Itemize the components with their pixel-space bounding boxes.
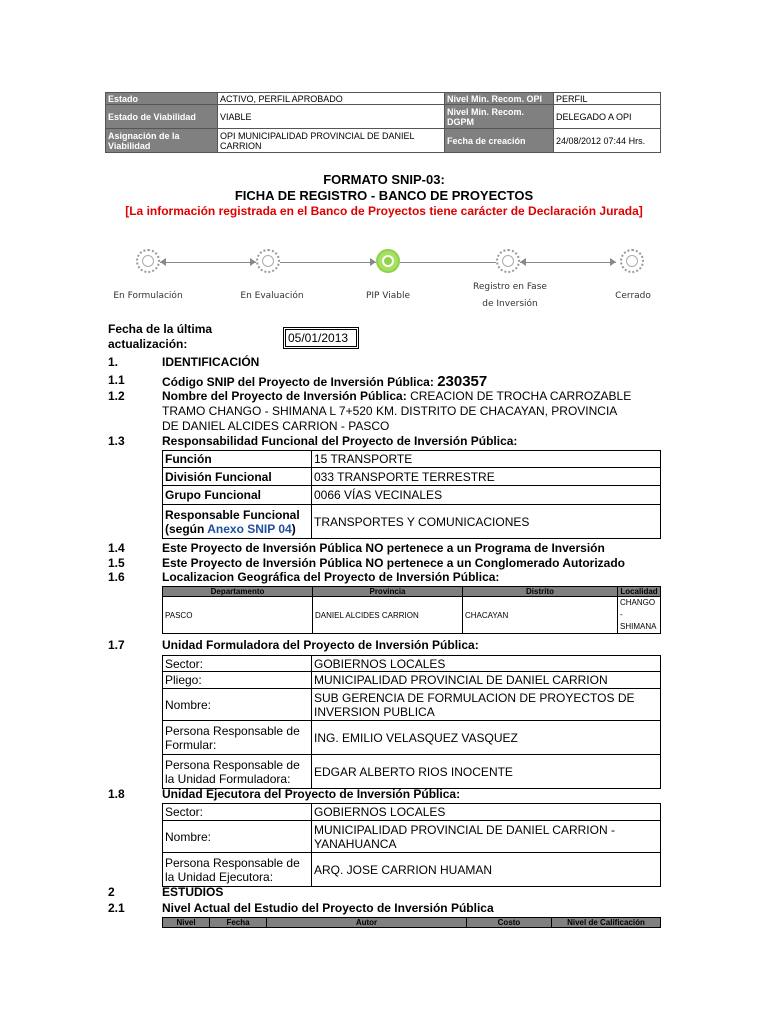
section-2-1-text: Nivel Actual del Estudio del Proyecto de Inversión Pública bbox=[162, 901, 494, 915]
section-1-3-num: 1.3 bbox=[108, 434, 125, 448]
loc-provincia: DANIEL ALCIDES CARRION bbox=[313, 597, 463, 634]
step-label-registro-l2: de Inversión bbox=[482, 299, 538, 309]
nivel-opi-value: PERFIL bbox=[554, 93, 661, 105]
section-1-1-num: 1.1 bbox=[108, 373, 125, 387]
loc-departamento: PASCO bbox=[163, 597, 313, 634]
form-title: FORMATO SNIP-03: bbox=[323, 172, 445, 187]
uf-pr-unidad-value: EDGAR ALBERTO RIOS INOCENTE bbox=[312, 755, 661, 789]
grupo-label: Grupo Funcional bbox=[163, 486, 312, 505]
uf-pr-formular-label: Persona Responsable de Formular: bbox=[163, 721, 312, 755]
ue-nombre-label: Nombre: bbox=[163, 821, 312, 853]
status-table bbox=[105, 92, 661, 153]
ue-pr-value: ARQ. JOSE CARRION HUAMAN bbox=[312, 853, 661, 887]
section-1-num: 1. bbox=[108, 355, 119, 369]
section-1-5-text: Este Proyecto de Inversión Pública NO pertenece a un Conglomerado Autorizado bbox=[162, 556, 625, 570]
ue-nombre-value: MUNICIPALIDAD PROVINCIAL DE DANIEL CARRION - YANAHUANCA bbox=[312, 821, 661, 853]
viabilidad-label: Estado de Viabilidad bbox=[106, 105, 218, 129]
arrow-left-icon bbox=[520, 258, 526, 266]
section-1-7-num: 1.7 bbox=[108, 638, 125, 652]
stepper-connector bbox=[160, 262, 256, 263]
section-2-num: 2 bbox=[108, 885, 115, 899]
fecha-creacion-value: 24/08/2012 07:44 Hrs. bbox=[554, 129, 661, 153]
section-1-2-num: 1.2 bbox=[108, 389, 125, 403]
update-label-l2: actualización: bbox=[108, 337, 188, 351]
estado-label: Estado bbox=[106, 93, 218, 105]
project-name-l1: CREACION DE TROCHA CARROZABLE bbox=[410, 389, 632, 403]
update-date-field: 05/01/2013 bbox=[285, 329, 357, 347]
section-1-1-text: Código SNIP del Proyecto de Inversión Pública: 230357 bbox=[162, 373, 488, 390]
section-1-2-text: Nombre del Proyecto de Inversión Pública: CREACION DE TROCHA CARROZABLE bbox=[162, 389, 632, 403]
step-label-formulacion: En Formulación bbox=[113, 291, 183, 301]
ue-sector-value: GOBIERNOS LOCALES bbox=[312, 804, 661, 821]
form-subtitle: FICHA DE REGISTRO - BANCO DE PROYECTOS bbox=[234, 188, 534, 203]
estudios-header-calificacion: Nivel de Calificación bbox=[552, 918, 661, 928]
loc-header-distrito: Distrito bbox=[463, 587, 618, 597]
uf-pliego-label: Pliego: bbox=[163, 672, 312, 689]
estudios-table bbox=[162, 917, 661, 928]
loc-localidad: CHANGO - SHIMANA bbox=[618, 597, 661, 634]
funcional-table bbox=[162, 450, 661, 539]
step-registro-inversion-icon bbox=[496, 249, 520, 273]
section-1-4-text: Este Proyecto de Inversión Pública NO pertenece a un Programa de Inversión bbox=[162, 541, 605, 555]
section-2-1-num: 2.1 bbox=[108, 901, 125, 915]
section-1-5-num: 1.5 bbox=[108, 556, 125, 570]
estudios-header-nivel: Nivel bbox=[163, 918, 210, 928]
grupo-value: 0066 VÍAS VECINALES bbox=[312, 486, 661, 505]
division-label: División Funcional bbox=[163, 468, 312, 486]
uf-pliego-value: MUNICIPALIDAD PROVINCIAL DE DANIEL CARRION bbox=[312, 672, 661, 689]
viabilidad-value: VIABLE bbox=[218, 105, 445, 129]
step-label-registro-l1: Registro en Fase bbox=[473, 282, 547, 292]
update-label-l1: Fecha de la última bbox=[108, 322, 213, 336]
nivel-opi-label: Nivel Min. Recom. OPI bbox=[445, 93, 554, 105]
unidad-ejecutora-table bbox=[162, 803, 661, 887]
arrow-right-icon bbox=[610, 258, 616, 266]
loc-header-localidad: Localidad bbox=[618, 587, 661, 597]
arrow-left-icon bbox=[160, 258, 166, 266]
uf-nombre-label: Nombre: bbox=[163, 689, 312, 721]
stepper-connector bbox=[280, 262, 376, 263]
loc-header-departamento: Departamento bbox=[163, 587, 313, 597]
project-name-l2: TRAMO CHANGO - SHIMANA L 7+520 KM. DISTRITO DE CHACAYAN, PROVINCIA bbox=[162, 404, 618, 418]
responsable-label: Responsable Funcional (según Anexo SNIP 04) bbox=[163, 505, 312, 539]
uf-nombre-value: SUB GERENCIA DE FORMULACION DE PROYECTOS DE INVERSION PUBLICA bbox=[312, 689, 661, 721]
asignacion-label: Asignación de la Viabilidad bbox=[106, 129, 218, 153]
step-evaluacion-icon bbox=[256, 249, 280, 273]
funcion-label: Función bbox=[163, 451, 312, 468]
section-1-title: IDENTIFICACIÓN bbox=[162, 355, 260, 369]
nivel-dgpm-label: Nivel Min. Recom. DGPM bbox=[445, 105, 554, 129]
stepper-connector bbox=[520, 262, 616, 263]
step-formulacion-icon bbox=[136, 249, 160, 273]
step-cerrado-icon bbox=[620, 249, 644, 273]
project-name-l3: DE DANIEL ALCIDES CARRION - PASCO bbox=[162, 419, 390, 433]
unidad-formuladora-table bbox=[162, 655, 661, 789]
fecha-creacion-label: Fecha de creación bbox=[445, 129, 554, 153]
ue-pr-label: Persona Responsable de la Unidad Ejecutora: bbox=[163, 853, 312, 887]
estudios-header-fecha: Fecha bbox=[210, 918, 267, 928]
section-1-6-num: 1.6 bbox=[108, 570, 125, 584]
nivel-dgpm-value: DELEGADO A OPI bbox=[554, 105, 661, 129]
step-label-cerrado: Cerrado bbox=[615, 291, 651, 301]
uf-pr-unidad-label: Persona Responsable de la Unidad Formuladora: bbox=[163, 755, 312, 789]
snip-code: 230357 bbox=[437, 373, 488, 390]
step-pip-viable-icon bbox=[376, 249, 400, 273]
stepper-connector bbox=[400, 262, 496, 263]
asignacion-value: OPI MUNICIPALIDAD PROVINCIAL DE DANIEL CARRION bbox=[218, 129, 445, 153]
estudios-header-costo: Costo bbox=[467, 918, 552, 928]
section-1-6-text: Localizacion Geográfica del Proyecto de Inversión Pública: bbox=[162, 570, 500, 584]
declaration-warning: [La información registrada en el Banco de Proyectos tiene carácter de Declaración Jurada] bbox=[125, 204, 643, 218]
location-table bbox=[162, 586, 661, 634]
section-1-8-text: Unidad Ejecutora del Proyecto de Inversión Pública: bbox=[162, 787, 461, 801]
section-1-8-num: 1.8 bbox=[108, 787, 125, 801]
funcion-value: 15 TRANSPORTE bbox=[312, 451, 661, 468]
uf-sector-label: Sector: bbox=[163, 656, 312, 672]
responsable-value: TRANSPORTES Y COMUNICACIONES bbox=[312, 505, 661, 539]
step-label-evaluacion: En Evaluación bbox=[240, 291, 304, 301]
section-1-4-num: 1.4 bbox=[108, 541, 125, 555]
loc-distrito: CHACAYAN bbox=[463, 597, 618, 634]
loc-header-provincia: Provincia bbox=[313, 587, 463, 597]
section-1-3-text: Responsabilidad Funcional del Proyecto de Inversión Pública: bbox=[162, 434, 518, 448]
estado-value: ACTIVO, PERFIL APROBADO bbox=[218, 93, 445, 105]
step-label-pip-viable: PIP Viable bbox=[365, 291, 411, 301]
anexo-snip-link[interactable]: Anexo SNIP 04 bbox=[207, 521, 292, 536]
section-1-7-text: Unidad Formuladora del Proyecto de Inversión Pública: bbox=[162, 638, 479, 652]
uf-pr-formular-value: ING. EMILIO VELASQUEZ VASQUEZ bbox=[312, 721, 661, 755]
ue-sector-label: Sector: bbox=[163, 804, 312, 821]
uf-sector-value: GOBIERNOS LOCALES bbox=[312, 656, 661, 672]
division-value: 033 TRANSPORTE TERRESTRE bbox=[312, 468, 661, 486]
estudios-header-autor: Autor bbox=[267, 918, 467, 928]
section-2-title: ESTUDIOS bbox=[162, 885, 224, 899]
